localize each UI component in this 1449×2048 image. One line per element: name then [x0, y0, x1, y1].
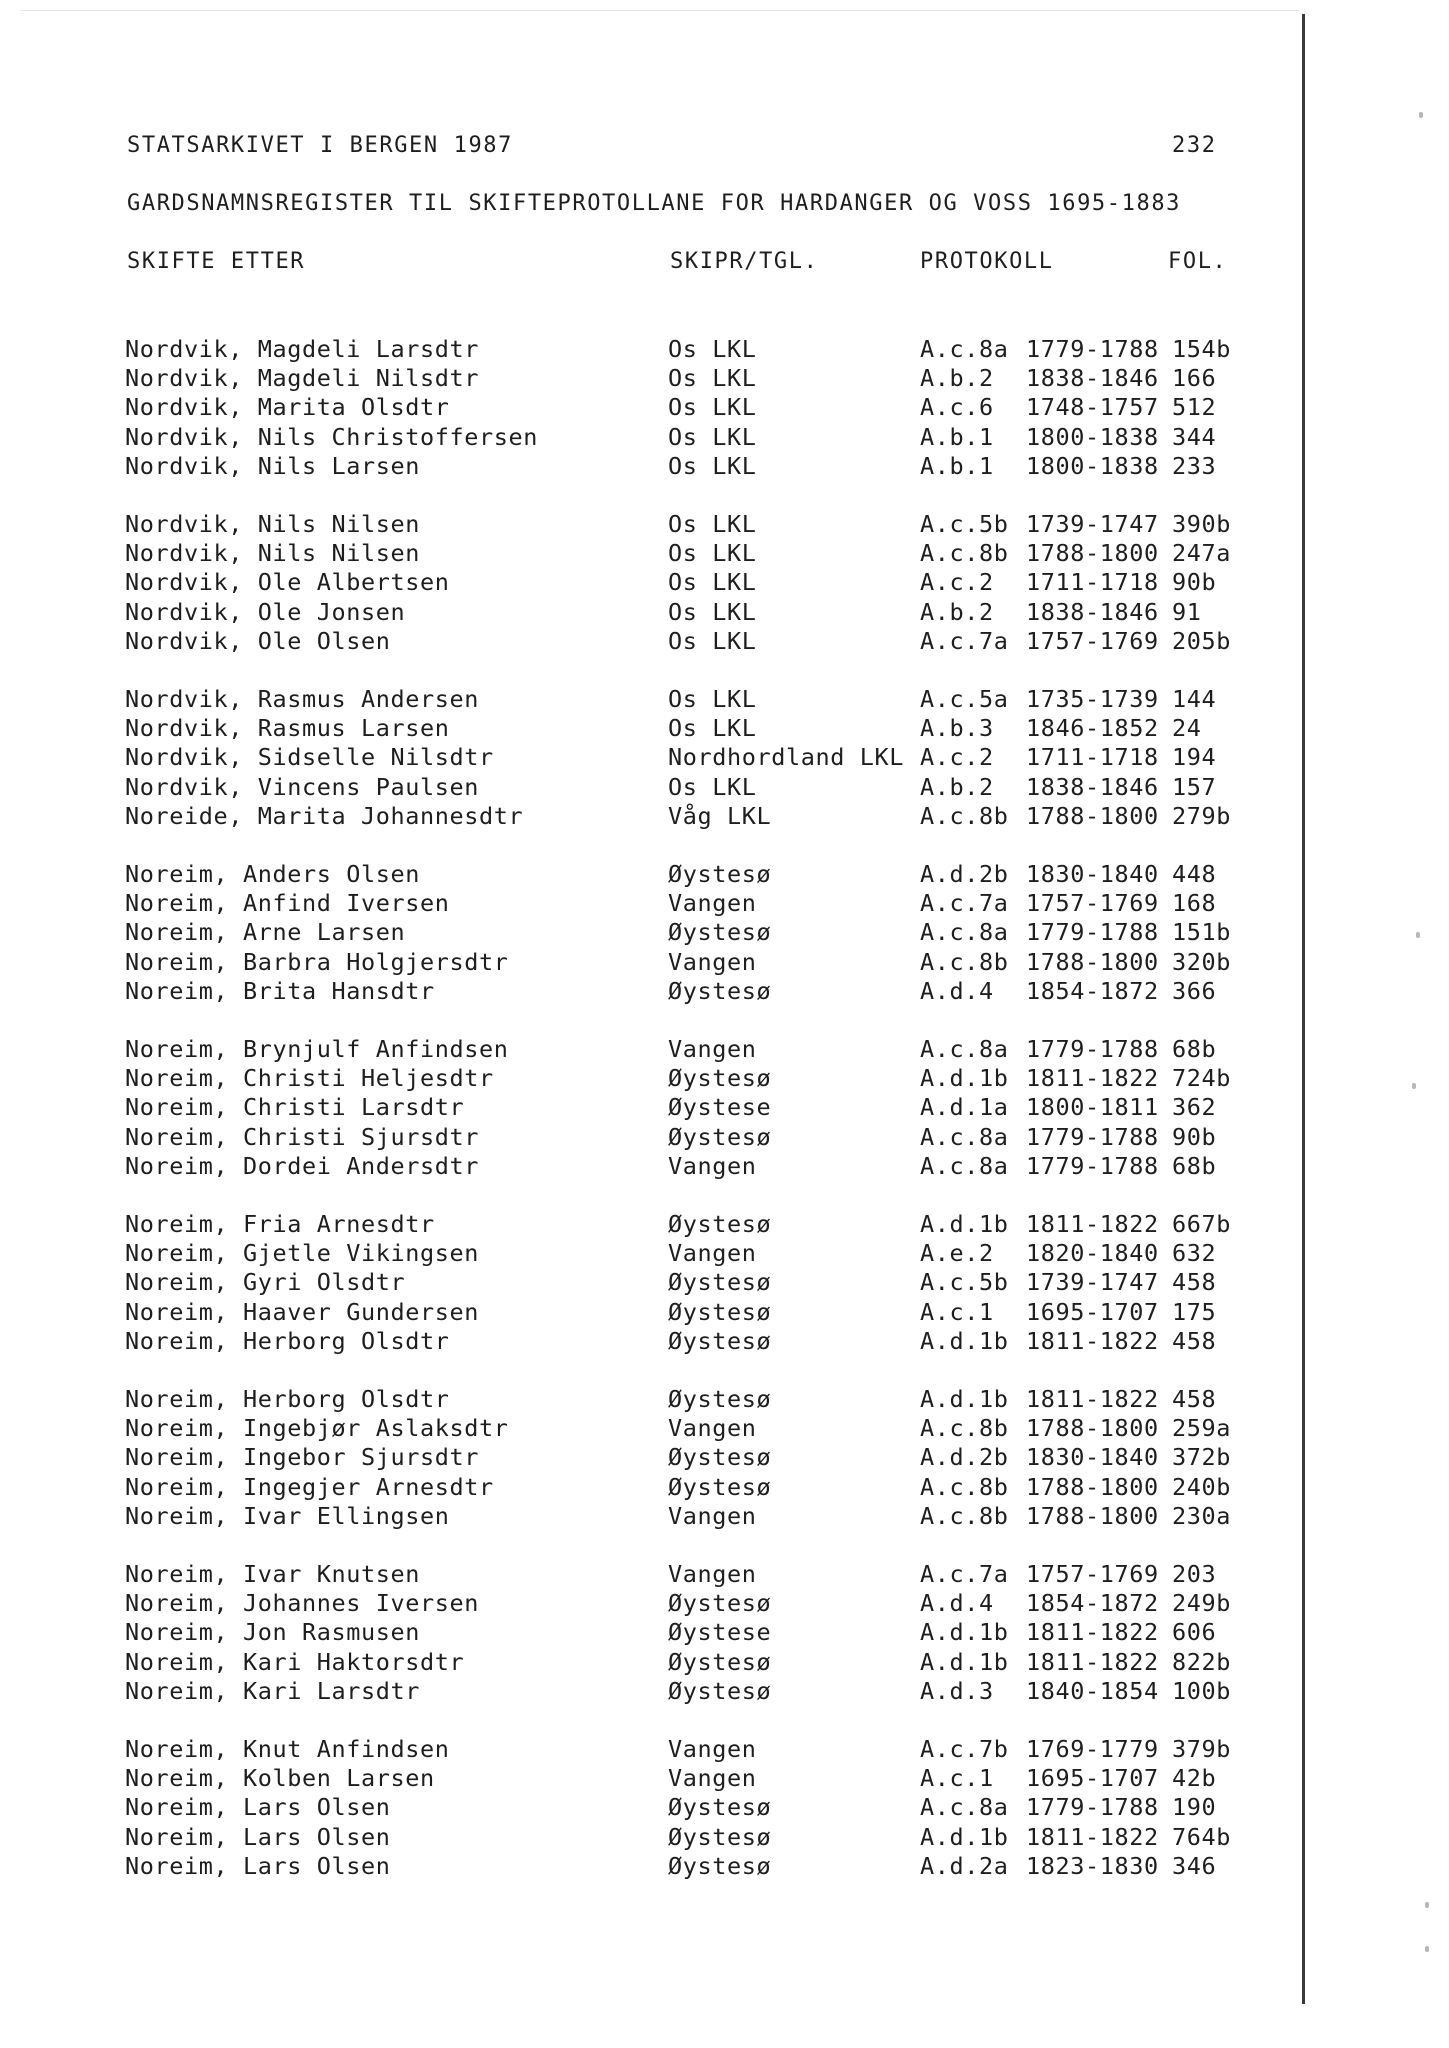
- entry-years: 1811-1822: [1026, 1326, 1159, 1355]
- entry-protokoll: A.d.1a: [920, 1093, 1009, 1122]
- entry-name: Noreim, Barbra Holgjersdtr: [125, 947, 509, 976]
- entry-row: [0, 1152, 1300, 1181]
- entry-name: Nordvik, Rasmus Larsen: [125, 714, 450, 743]
- entry-row: [0, 1473, 1300, 1502]
- scan-speck: [1425, 1902, 1429, 1908]
- entry-years: 1757-1769: [1026, 1560, 1159, 1588]
- entry-folio: 194: [1172, 743, 1217, 772]
- entry-protokoll: A.c.8b: [920, 1501, 1009, 1530]
- entry-skipr: Øystesø: [668, 1676, 772, 1705]
- entry-skipr: Vangen: [668, 947, 757, 976]
- column-header-name: SKIFTE ETTER: [127, 249, 306, 274]
- entry-skipr: Øystese: [668, 1618, 772, 1647]
- entry-skipr: Os LKL: [668, 393, 757, 422]
- entry-protokoll: A.c.8a: [920, 1035, 1009, 1063]
- entry-name: Noreim, Christi Heljesdtr: [125, 1064, 494, 1093]
- entry-folio: 203: [1172, 1560, 1217, 1588]
- entry-protokoll: A.b.2: [920, 597, 994, 626]
- entry-folio: 259a: [1172, 1414, 1231, 1443]
- entry-skipr: Øystesø: [668, 1326, 772, 1355]
- entry-row: [0, 1327, 1300, 1356]
- entry-years: 1788-1800: [1026, 1501, 1159, 1530]
- entry-skipr: Os LKL: [668, 539, 757, 568]
- entry-skipr: Øystesø: [668, 918, 772, 947]
- entry-name: Noreim, Lars Olsen: [125, 1822, 391, 1851]
- entry-name: Noreim, Gjetle Vikingsen: [125, 1239, 479, 1268]
- entry-years: 1788-1800: [1026, 947, 1159, 976]
- entry-row: [0, 860, 1300, 889]
- entry-row: [0, 1852, 1300, 1881]
- entry-years: 1695-1707: [1026, 1764, 1159, 1793]
- entry-name: Noreim, Kari Larsdtr: [125, 1676, 420, 1705]
- entry-years: 1830-1840: [1026, 860, 1159, 888]
- entry-name: Noreim, Brynjulf Anfindsen: [125, 1035, 509, 1063]
- entry-folio: 24: [1172, 714, 1202, 743]
- entry-protokoll: A.c.1: [920, 1764, 994, 1793]
- entry-skipr: Vangen: [668, 1735, 757, 1763]
- entry-skipr: Øystesø: [668, 1385, 772, 1413]
- entry-name: Noreim, Dordei Andersdtr: [125, 1151, 479, 1180]
- entry-name: Noreim, Anfind Iversen: [125, 889, 450, 918]
- entry-years: 1838-1846: [1026, 597, 1159, 626]
- entry-name: Nordvik, Nils Nilsen: [125, 539, 420, 568]
- entry-name: Noreim, Jon Rasmusen: [125, 1618, 420, 1647]
- entry-name: Nordvik, Marita Olsdtr: [125, 393, 450, 422]
- entry-years: 1779-1788: [1026, 1151, 1159, 1180]
- entry-protokoll: A.c.6: [920, 393, 994, 422]
- entry-years: 1711-1718: [1026, 568, 1159, 597]
- entry-years: 1840-1854: [1026, 1676, 1159, 1705]
- entry-folio: 154b: [1172, 335, 1231, 363]
- entry-protokoll: A.e.2: [920, 1239, 994, 1268]
- entry-years: 1846-1852: [1026, 714, 1159, 743]
- entry-row: [0, 1648, 1300, 1677]
- entry-skipr: Os LKL: [668, 510, 757, 538]
- entry-skipr: Os LKL: [668, 772, 757, 801]
- entry-folio: 205b: [1172, 626, 1231, 655]
- entry-row: [0, 1823, 1300, 1852]
- entry-years: 1823-1830: [1026, 1851, 1159, 1880]
- entry-years: 1788-1800: [1026, 539, 1159, 568]
- entry-skipr: Vangen: [668, 1239, 757, 1268]
- entry-folio: 346: [1172, 1851, 1217, 1880]
- entry-years: 1779-1788: [1026, 1793, 1159, 1822]
- entry-skipr: Vangen: [668, 1035, 757, 1063]
- column-header-fol: FOL.: [1168, 249, 1228, 274]
- entry-protokoll: A.b.1: [920, 422, 994, 451]
- entry-protokoll: A.c.2: [920, 743, 994, 772]
- entry-years: 1811-1822: [1026, 1064, 1159, 1093]
- entry-skipr: Os LKL: [668, 714, 757, 743]
- entry-folio: 822b: [1172, 1647, 1231, 1676]
- entry-years: 1788-1800: [1026, 801, 1159, 830]
- entry-protokoll: A.c.8b: [920, 1414, 1009, 1443]
- right-margin-rule: [1302, 14, 1305, 2004]
- entry-folio: 230a: [1172, 1501, 1231, 1530]
- entry-skipr: Øystesø: [668, 1851, 772, 1880]
- entry-row: [0, 1385, 1300, 1414]
- entry-row: [0, 1035, 1300, 1064]
- entry-skipr: Os LKL: [668, 626, 757, 655]
- entry-protokoll: A.c.8a: [920, 1151, 1009, 1180]
- entry-row: [0, 568, 1300, 597]
- entry-years: 1757-1769: [1026, 889, 1159, 918]
- entry-years: 1748-1757: [1026, 393, 1159, 422]
- entry-row: [0, 1677, 1300, 1706]
- entry-name: Noreim, Anders Olsen: [125, 860, 420, 888]
- entry-folio: 344: [1172, 422, 1217, 451]
- entry-name: Noreim, Lars Olsen: [125, 1851, 391, 1880]
- entry-protokoll: A.c.2: [920, 568, 994, 597]
- entry-name: Nordvik, Ole Jonsen: [125, 597, 406, 626]
- entry-skipr: Øystesø: [668, 1822, 772, 1851]
- entry-protokoll: A.c.8a: [920, 1122, 1009, 1151]
- entry-row: [0, 452, 1300, 481]
- entry-name: Nordvik, Magdeli Larsdtr: [125, 335, 479, 363]
- top-edge-line: [20, 10, 1300, 11]
- entry-protokoll: A.d.4: [920, 976, 994, 1005]
- entry-skipr: Våg LKL: [668, 801, 772, 830]
- entry-row: [0, 948, 1300, 977]
- entry-years: 1800-1811: [1026, 1093, 1159, 1122]
- entry-folio: 247a: [1172, 539, 1231, 568]
- entry-skipr: Øystesø: [668, 1268, 772, 1297]
- entry-folio: 667b: [1172, 1210, 1231, 1238]
- entry-folio: 91: [1172, 597, 1202, 626]
- entry-skipr: Vangen: [668, 1501, 757, 1530]
- entry-folio: 42b: [1172, 1764, 1217, 1793]
- entry-name: Noreim, Fria Arnesdtr: [125, 1210, 435, 1238]
- entry-folio: 372b: [1172, 1443, 1231, 1472]
- entry-name: Nordvik, Nils Larsen: [125, 451, 420, 480]
- entry-name: Noreim, Ivar Knutsen: [125, 1560, 420, 1588]
- entry-name: Noreim, Ingegjer Arnesdtr: [125, 1472, 494, 1501]
- entry-name: Nordvik, Ole Olsen: [125, 626, 391, 655]
- entry-row: [0, 1560, 1300, 1589]
- entry-name: Nordvik, Rasmus Andersen: [125, 685, 479, 713]
- entry-skipr: Øystesø: [668, 1297, 772, 1326]
- entry-row: [0, 1793, 1300, 1822]
- entry-protokoll: A.c.8b: [920, 539, 1009, 568]
- entry-protokoll: A.d.1b: [920, 1385, 1009, 1413]
- entry-row: [0, 364, 1300, 393]
- entry-skipr: Vangen: [668, 1560, 757, 1588]
- entry-name: Noreim, Herborg Olsdtr: [125, 1326, 450, 1355]
- entry-row: [0, 1502, 1300, 1531]
- entry-skipr: Os LKL: [668, 335, 757, 363]
- entry-years: 1695-1707: [1026, 1297, 1159, 1326]
- entry-protokoll: A.c.8a: [920, 1793, 1009, 1822]
- entry-years: 1739-1747: [1026, 510, 1159, 538]
- entry-years: 1811-1822: [1026, 1210, 1159, 1238]
- scan-speck: [1412, 1083, 1416, 1089]
- entry-folio: 249b: [1172, 1589, 1231, 1618]
- entry-name: Noreim, Brita Hansdtr: [125, 976, 435, 1005]
- entry-skipr: Øystesø: [668, 1589, 772, 1618]
- entry-folio: 90b: [1172, 1122, 1217, 1151]
- entry-protokoll: A.c.8b: [920, 801, 1009, 830]
- entry-folio: 175: [1172, 1297, 1217, 1326]
- register-title: GARDSNAMNSREGISTER TIL SKIFTEPROTOLLANE FOR HARDANGER OG VOSS 1695-1883: [127, 191, 1182, 216]
- entry-protokoll: A.c.1: [920, 1297, 994, 1326]
- entry-row: [0, 510, 1300, 539]
- entry-skipr: Øystesø: [668, 1210, 772, 1238]
- entry-name: Noreim, Christi Sjursdtr: [125, 1122, 479, 1151]
- entry-row: [0, 889, 1300, 918]
- entry-years: 1779-1788: [1026, 335, 1159, 363]
- entry-folio: 390b: [1172, 510, 1231, 538]
- entry-skipr: Vangen: [668, 1151, 757, 1180]
- entry-name: Noreim, Knut Anfindsen: [125, 1735, 450, 1763]
- entry-folio: 366: [1172, 976, 1217, 1005]
- entry-protokoll: A.d.2a: [920, 1851, 1009, 1880]
- entry-years: 1811-1822: [1026, 1822, 1159, 1851]
- entry-row: [0, 1589, 1300, 1618]
- entry-name: Noreim, Haaver Gundersen: [125, 1297, 479, 1326]
- entry-row: [0, 1735, 1300, 1764]
- entry-name: Noreim, Kari Haktorsdtr: [125, 1647, 465, 1676]
- entry-name: Noreim, Lars Olsen: [125, 1793, 391, 1822]
- entry-folio: 68b: [1172, 1035, 1217, 1063]
- entry-folio: 379b: [1172, 1735, 1231, 1763]
- entry-years: 1788-1800: [1026, 1472, 1159, 1501]
- entry-skipr: Os LKL: [668, 422, 757, 451]
- entry-protokoll: A.d.1b: [920, 1210, 1009, 1238]
- entry-name: Nordvik, Nils Christoffersen: [125, 422, 538, 451]
- entry-skipr: Øystesø: [668, 860, 772, 888]
- entry-row: [0, 714, 1300, 743]
- entry-skipr: Vangen: [668, 889, 757, 918]
- entry-row: [0, 1298, 1300, 1327]
- entry-row: [0, 598, 1300, 627]
- column-header-skipr: SKIPR/TGL.: [670, 249, 819, 274]
- entry-folio: 448: [1172, 860, 1217, 888]
- entry-row: [0, 802, 1300, 831]
- entry-folio: 144: [1172, 685, 1217, 713]
- entry-folio: 190: [1172, 1793, 1217, 1822]
- entry-folio: 458: [1172, 1268, 1217, 1297]
- entry-years: 1811-1822: [1026, 1647, 1159, 1676]
- entry-protokoll: A.c.7b: [920, 1735, 1009, 1763]
- entry-row: [0, 627, 1300, 656]
- entry-name: Noreim, Johannes Iversen: [125, 1589, 479, 1618]
- entry-row: [0, 1123, 1300, 1152]
- entry-protokoll: A.b.2: [920, 772, 994, 801]
- entry-name: Noreim, Kolben Larsen: [125, 1764, 435, 1793]
- entry-skipr: Os LKL: [668, 568, 757, 597]
- entry-years: 1739-1747: [1026, 1268, 1159, 1297]
- entry-protokoll: A.c.8a: [920, 335, 1009, 363]
- entry-protokoll: A.c.8a: [920, 918, 1009, 947]
- entry-folio: 168: [1172, 889, 1217, 918]
- archive-header: STATSARKIVET I BERGEN 1987: [127, 133, 513, 158]
- entry-skipr: Øystesø: [668, 1064, 772, 1093]
- entry-row: [0, 1618, 1300, 1647]
- entry-skipr: Os LKL: [668, 685, 757, 713]
- entry-protokoll: A.c.8b: [920, 947, 1009, 976]
- entry-skipr: Vangen: [668, 1414, 757, 1443]
- entry-years: 1769-1779: [1026, 1735, 1159, 1763]
- entry-folio: 151b: [1172, 918, 1231, 947]
- entry-folio: 458: [1172, 1385, 1217, 1413]
- entry-row: [0, 1239, 1300, 1268]
- entry-years: 1779-1788: [1026, 1035, 1159, 1063]
- entry-folio: 458: [1172, 1326, 1217, 1355]
- entry-row: [0, 1268, 1300, 1297]
- entry-years: 1838-1846: [1026, 364, 1159, 393]
- entry-protokoll: A.c.7a: [920, 1560, 1009, 1588]
- entry-folio: 632: [1172, 1239, 1217, 1268]
- entry-folio: 100b: [1172, 1676, 1231, 1705]
- entry-years: 1779-1788: [1026, 1122, 1159, 1151]
- entry-skipr: Vangen: [668, 1764, 757, 1793]
- entry-name: Nordvik, Magdeli Nilsdtr: [125, 364, 479, 393]
- entry-protokoll: A.d.2b: [920, 860, 1009, 888]
- entry-row: [0, 977, 1300, 1006]
- entry-protokoll: A.c.5b: [920, 1268, 1009, 1297]
- entry-folio: 606: [1172, 1618, 1217, 1647]
- entry-folio: 320b: [1172, 947, 1231, 976]
- entry-name: Noreim, Arne Larsen: [125, 918, 406, 947]
- entry-skipr: Os LKL: [668, 451, 757, 480]
- entry-protokoll: A.d.1b: [920, 1064, 1009, 1093]
- entry-years: 1830-1840: [1026, 1443, 1159, 1472]
- entry-protokoll: A.d.1b: [920, 1618, 1009, 1647]
- entry-folio: 764b: [1172, 1822, 1231, 1851]
- entry-row: [0, 1064, 1300, 1093]
- entry-folio: 166: [1172, 364, 1217, 393]
- entry-years: 1854-1872: [1026, 976, 1159, 1005]
- entry-folio: 512: [1172, 393, 1217, 422]
- entry-protokoll: A.b.2: [920, 364, 994, 393]
- entry-skipr: Nordhordland LKL: [668, 743, 904, 772]
- entry-skipr: Os LKL: [668, 364, 757, 393]
- entry-row: [0, 1443, 1300, 1472]
- entry-name: Noreim, Gyri Olsdtr: [125, 1268, 406, 1297]
- page-number: 232: [1172, 133, 1217, 158]
- entry-name: Noreide, Marita Johannesdtr: [125, 801, 524, 830]
- entry-skipr: Øystesø: [668, 1443, 772, 1472]
- entry-row: [0, 335, 1300, 364]
- entry-skipr: Øystesø: [668, 1793, 772, 1822]
- entry-name: Nordvik, Vincens Paulsen: [125, 772, 479, 801]
- entry-years: 1788-1800: [1026, 1414, 1159, 1443]
- entry-skipr: Øystesø: [668, 1647, 772, 1676]
- entry-protokoll: A.d.3: [920, 1676, 994, 1705]
- entry-row: [0, 773, 1300, 802]
- entry-name: Noreim, Ingebjør Aslaksdtr: [125, 1414, 509, 1443]
- entry-folio: 279b: [1172, 801, 1231, 830]
- entry-row: [0, 1210, 1300, 1239]
- entry-protokoll: A.b.3: [920, 714, 994, 743]
- entry-years: 1711-1718: [1026, 743, 1159, 772]
- entry-name: Noreim, Ingebor Sjursdtr: [125, 1443, 479, 1472]
- entry-protokoll: A.d.2b: [920, 1443, 1009, 1472]
- entry-folio: 362: [1172, 1093, 1217, 1122]
- scan-speck: [1419, 112, 1423, 118]
- entry-years: 1800-1838: [1026, 422, 1159, 451]
- entry-protokoll: A.b.1: [920, 451, 994, 480]
- entry-protokoll: A.d.1b: [920, 1647, 1009, 1676]
- column-header-protokoll: PROTOKOLL: [920, 249, 1054, 274]
- entry-row: [0, 743, 1300, 772]
- entry-skipr: Øystesø: [668, 976, 772, 1005]
- entry-skipr: Øystesø: [668, 1122, 772, 1151]
- entry-name: Nordvik, Sidselle Nilsdtr: [125, 743, 494, 772]
- entry-years: 1838-1846: [1026, 772, 1159, 801]
- entry-folio: 157: [1172, 772, 1217, 801]
- entry-name: Noreim, Christi Larsdtr: [125, 1093, 465, 1122]
- entry-protokoll: A.c.5a: [920, 685, 1009, 713]
- entry-protokoll: A.c.8b: [920, 1472, 1009, 1501]
- entry-name: Nordvik, Ole Albertsen: [125, 568, 450, 597]
- entry-row: [0, 685, 1300, 714]
- scan-speck: [1425, 1946, 1429, 1952]
- scan-speck: [1416, 932, 1420, 938]
- entry-years: 1800-1838: [1026, 451, 1159, 480]
- entry-folio: 68b: [1172, 1151, 1217, 1180]
- entry-years: 1811-1822: [1026, 1618, 1159, 1647]
- entry-years: 1854-1872: [1026, 1589, 1159, 1618]
- entry-skipr: Øystesø: [668, 1472, 772, 1501]
- entry-name: Nordvik, Nils Nilsen: [125, 510, 420, 538]
- entry-skipr: Os LKL: [668, 597, 757, 626]
- entry-protokoll: A.c.7a: [920, 626, 1009, 655]
- entry-folio: 240b: [1172, 1472, 1231, 1501]
- entry-years: 1735-1739: [1026, 685, 1159, 713]
- entry-folio: 724b: [1172, 1064, 1231, 1093]
- entry-name: Noreim, Herborg Olsdtr: [125, 1385, 450, 1413]
- entry-row: [0, 1764, 1300, 1793]
- entry-name: Noreim, Ivar Ellingsen: [125, 1501, 450, 1530]
- entry-protokoll: A.d.1b: [920, 1326, 1009, 1355]
- entry-row: [0, 393, 1300, 422]
- entry-protokoll: A.d.1b: [920, 1822, 1009, 1851]
- entry-row: [0, 539, 1300, 568]
- entry-protokoll: A.c.7a: [920, 889, 1009, 918]
- entry-row: [0, 1093, 1300, 1122]
- entry-folio: 90b: [1172, 568, 1217, 597]
- entry-years: 1820-1840: [1026, 1239, 1159, 1268]
- entry-years: 1757-1769: [1026, 626, 1159, 655]
- entry-row: [0, 423, 1300, 452]
- entry-row: [0, 1414, 1300, 1443]
- entry-row: [0, 918, 1300, 947]
- entry-years: 1779-1788: [1026, 918, 1159, 947]
- entry-skipr: Øystese: [668, 1093, 772, 1122]
- entry-protokoll: A.d.4: [920, 1589, 994, 1618]
- entry-folio: 233: [1172, 451, 1217, 480]
- entry-protokoll: A.c.5b: [920, 510, 1009, 538]
- entry-years: 1811-1822: [1026, 1385, 1159, 1413]
